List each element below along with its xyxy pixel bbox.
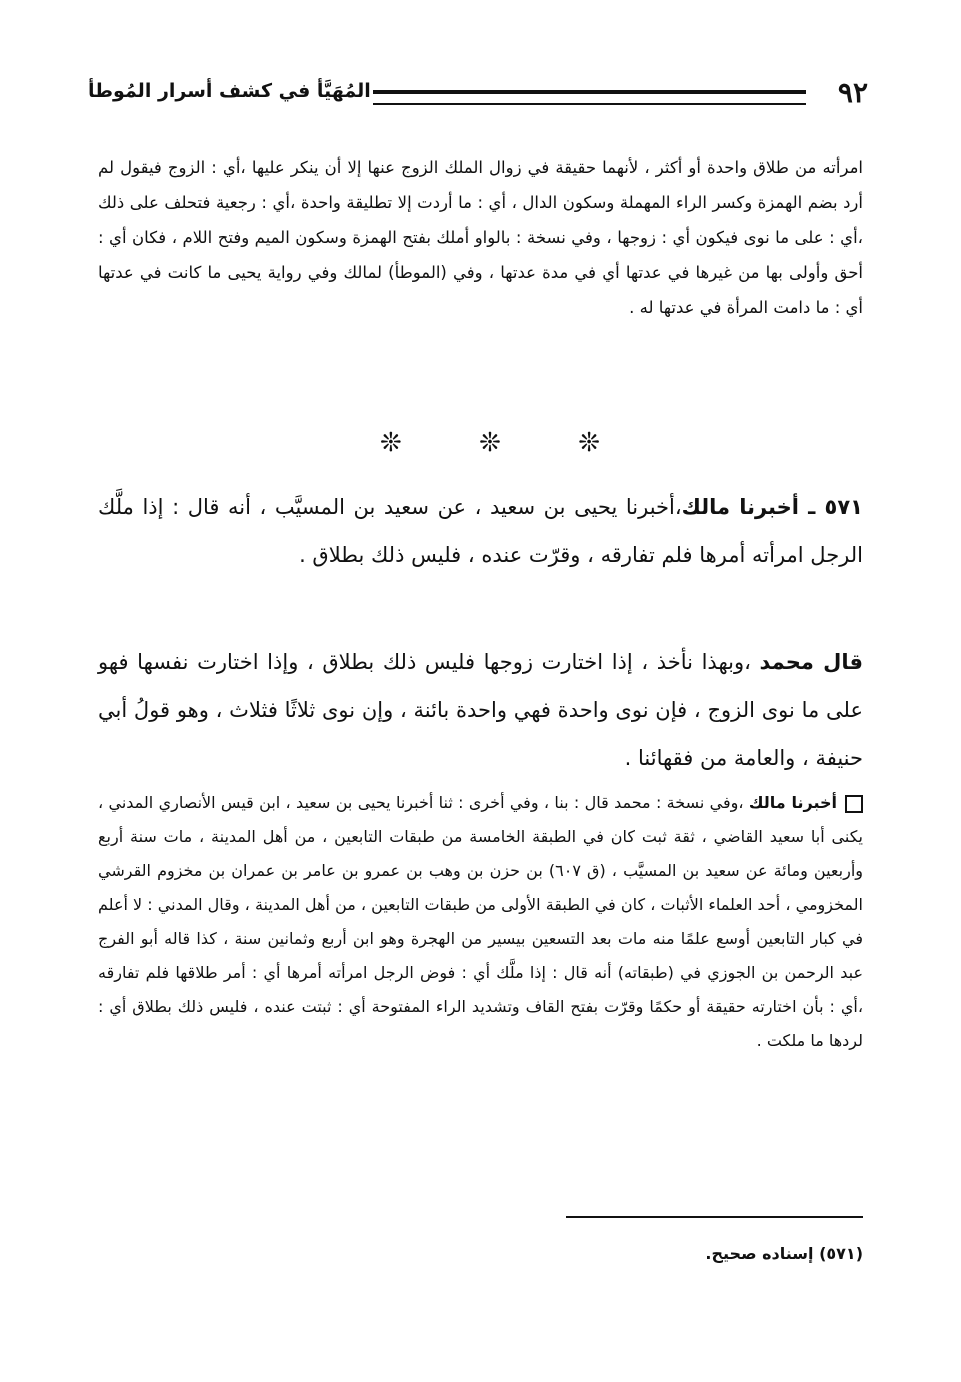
qal-muhammad-text: ،وبهذا نأخذ ، إذا اختارت زوجها فليس ذلك بطلاق ، وإذا اختارت نفسها فهو على ما نوى الزوج ، فإن نوى واحدة فهي واحدة بائنة ، وإن نوى ثلاثًا فثلاث ، وهو قولُ أبي حنيفة ، والعامة من فقهائنا . xyxy=(98,650,863,770)
commentary-continuation-text: امرأته من طلاق واحدة أو أكثر ، لأنهما حقيقة في زوال الملك الزوج عنها إلا أن ينكر عليها ،أي : الزوج فيقول لم أرد بضم الهمزة وكسر الراء المهملة وسكون الدال ، أي : ما أردت إلا تطليقة واحدة ،أي : رجعية فتحلف على ذلك ،أي : على ما نوى فيكون أي : زوجها ، وفي نسخة : بالواو أملك بفتح الهمزة وسكون الميم وفتح اللام ، فكان أي : أحق وأولى بها من غيرها في عدتها أي في مدة عدتها ، وفي (الموطأ) لمالك وفي رواية يحيى ما كانت في عدتها أي : ما دامت المرأة في عدتها له . xyxy=(98,158,863,317)
hadith-number-narrator: ٥٧١ ـ أخبرنا مالك xyxy=(681,495,863,519)
muhammad-statement xyxy=(98,638,863,782)
square-box-icon xyxy=(845,795,863,813)
commentary-continuation xyxy=(98,150,863,325)
page-number: ٩٢ xyxy=(837,76,868,109)
section-separator xyxy=(380,428,600,458)
page-header xyxy=(88,74,868,114)
hadith-text: ،أخبرنا يحيى بن سعيد ، عن سعيد بن المسيَّب ، أنه قال : إذا ملَّك الرجل امرأته أمرها فلم تفارقه ، وقرّت عنده ، فليس ذلك بطلاق . xyxy=(98,495,863,567)
commentary-text: ،وفي نسخة : محمد قال : بنا ، وفي أخرى : ثنا أخبرنا يحيى بن سعيد ، ابن قيس الأنصاري المدني ، يكنى أبا سعيد القاضي ، ثقة ثبت كان في الطبقة الخامسة من طبقات التابعين ، من أهل المدينة ، مات سنة أربع وأربعين ومائة عن سعيد بن المسيَّب ، (ق ٦٠٧) بن حزن بن وهب بن عمرو بن عامر بن عمران بن مخزوم القرشي المخزومي ، أحد العلماء الأثبات ، كان في الطبقة الأولى من طبقات التابعين ، من أهل المدينة ، وقال المدني : لا أعلم في كبار التابعين أوسع علمًا منه مات بعد التسعين بيسير من الهجرة وهو ابن أربع وثمانين سنة ، كذا قاله أبو الفرج عبد الرحمن بن الجوزي في (طبقاته) أنه قال : إذا ملَّك أي : فوض الرجل امرأته أمرها أي : أمر طلاقها فلم تفارقه ،أي : بأن اختارته حقيقة أو حكمًا وقرّت بفتح القاف وتشديد الراء المفتوحة أي : ثبتت عنده ، فليس ذلك بطلاق أي : لردها ما ملكت . xyxy=(98,793,863,1050)
asterisk-ornament: ❊ xyxy=(479,428,501,458)
hadith-571 xyxy=(98,483,863,579)
footnote-rule xyxy=(566,1216,863,1218)
asterisk-ornament: ❊ xyxy=(380,428,402,458)
running-title: المُهَيَّأ في كشف أسرار المُوطأ xyxy=(88,80,371,102)
footnote: (٥٧١) إسناده صحيح. xyxy=(705,1244,863,1263)
asterisk-ornament: ❊ xyxy=(578,428,600,458)
header-double-rule xyxy=(373,90,806,105)
qal-muhammad-label: قال محمد xyxy=(759,650,863,674)
commentary-lead: أخبرنا مالك xyxy=(748,793,838,812)
commentary-block xyxy=(98,786,863,1058)
